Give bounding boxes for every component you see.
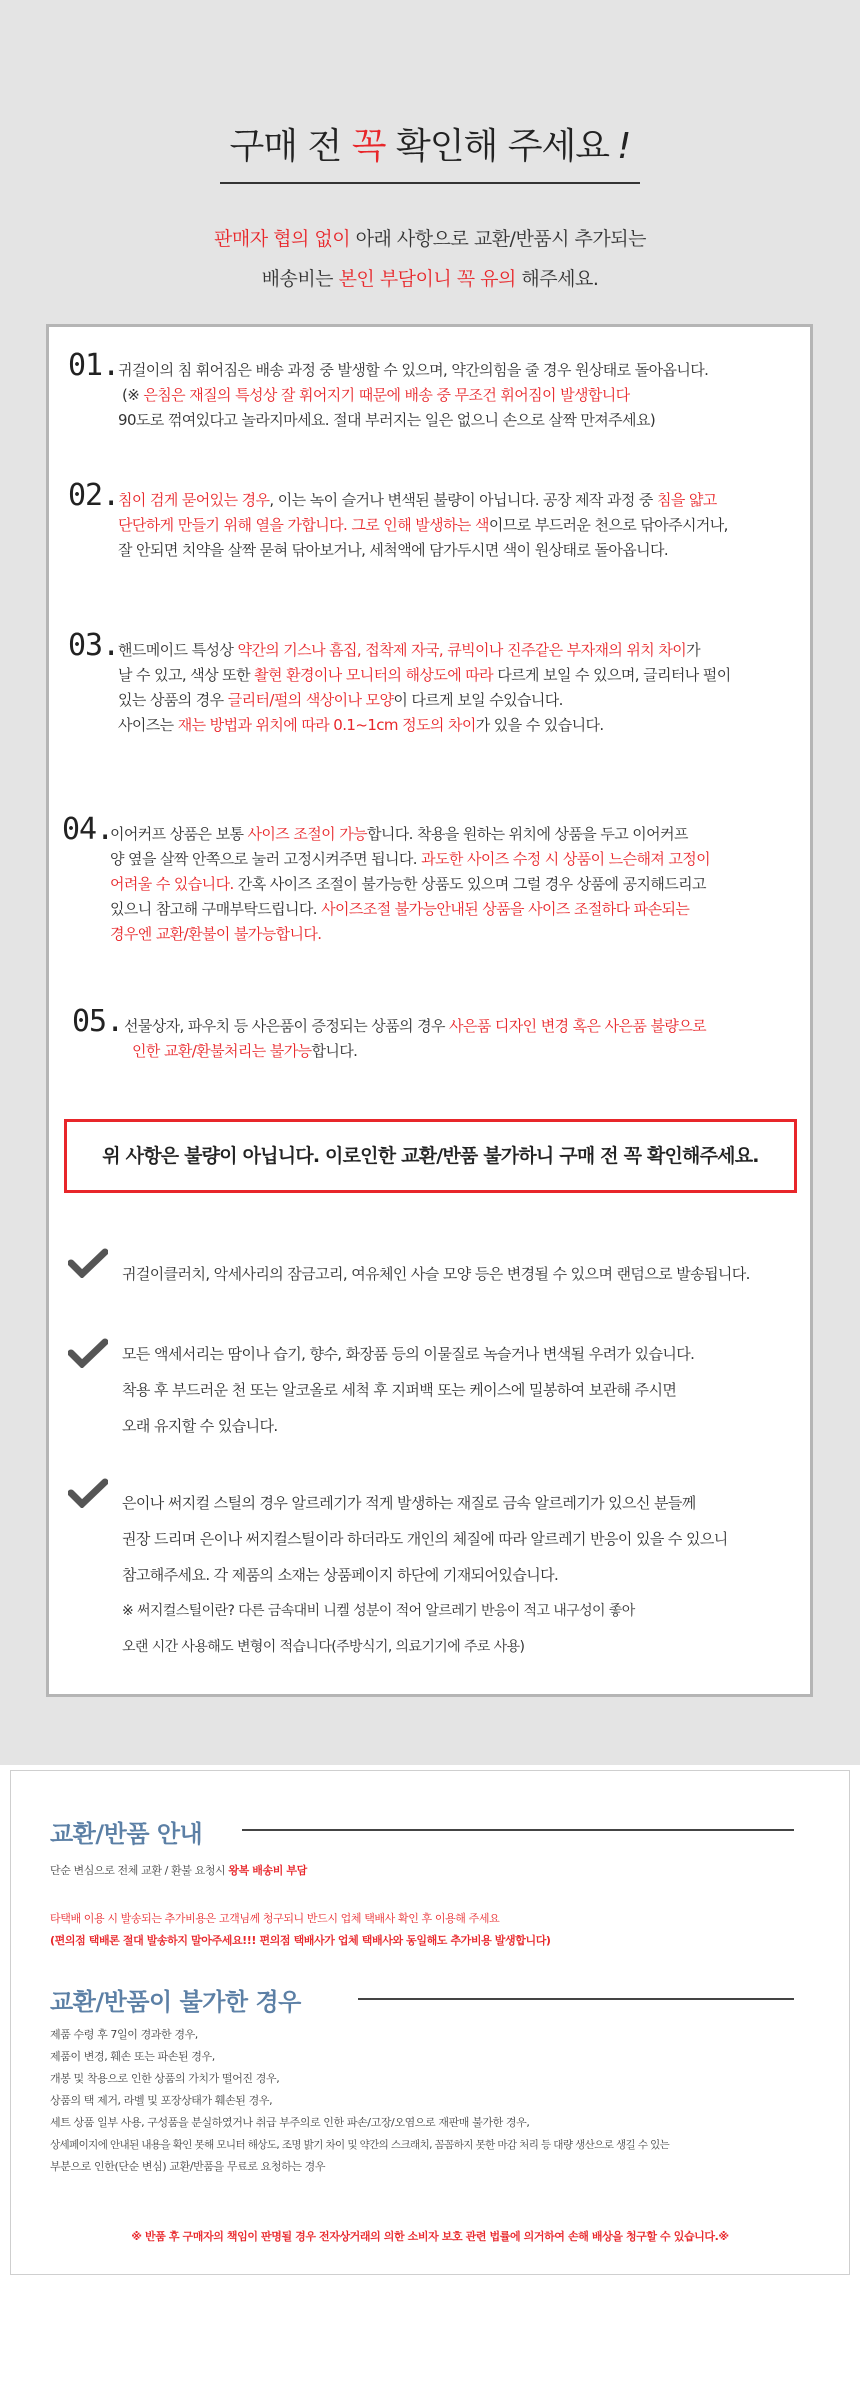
item-number-01: 01.: [68, 348, 120, 383]
item-01-line-3: 90도로 꺾여있다고 놀라지마세요. 절대 부러지는 일은 없으니 손으로 살짝 만져주세요): [118, 411, 656, 429]
item-03-l2-red: 촬현 환경이나 모니터의 해상도에 따라: [254, 666, 494, 684]
item-03-l3-red: 글리터/펄의 색상이나 모양: [227, 691, 394, 709]
check-item-1: 귀걸이클러치, 악세사리의 잠금고리, 여유체인 사슬 모양 등은 변경될 수 있으며 랜덤으로 발송됩니다.: [122, 1265, 750, 1283]
item-05-line-1: [124, 1014, 706, 1039]
no-exchange-row: 부분으로 인한(단순 변심) 교환/반품을 무료로 요청하는 경우: [50, 2160, 326, 2173]
page-title: [0, 118, 860, 169]
item-04-line-1: [110, 822, 710, 847]
item-03-l1-red: 약간의 기스나 흠집, 접착제 자국, 큐빅이나 진주같은 부자재의 위치 차이: [237, 641, 687, 659]
check-item-3-line-4: ※ 써지컬스틸이란? 다른 금속대비 니켈 성분이 적어 알르레기 반응이 적고 내구성이 좋아: [122, 1603, 635, 1619]
item-04: [110, 822, 710, 947]
item-04-l5-red: 경우엔 교환/환불이 불가능합니다.: [110, 925, 322, 943]
no-exchange-row: 상세페이지에 안내된 내용을 확인 못해 모니터 해상도, 조명 밝기 차이 및 약간의 스크래치, 꼼꼼하지 못한 마감 처리 등 대량 생산으로 생길 수 있는: [50, 2139, 670, 2151]
item-03-l4-tail: 가 있을 수 있습니다.: [475, 716, 604, 734]
intro-line-2: [0, 264, 860, 291]
title-part2: 확인해 주세요: [385, 126, 610, 167]
item-04-line-3: [110, 872, 710, 897]
item-03-l3-text: 있는 상품의 경우: [118, 691, 228, 709]
intro-text-2a: 배송비는: [261, 268, 339, 290]
item-05-l2-red: 인한 교환/환불처리는 불가능: [132, 1042, 312, 1060]
item-01: [118, 358, 708, 433]
item-02-l1-red2: 침을 얇고: [656, 491, 717, 509]
item-02-l1-red: 침이 검게 묻어있는 경우: [118, 491, 270, 509]
exchange-red-2: (편의점 택배론 절대 발송하지 말아주세요!!! 편의점 택배사가 업체 택배사와 동일해도 추가비용 발생합니다): [50, 1934, 551, 1947]
no-exchange-title: 교환/반품이 불가한 경우: [50, 1988, 301, 2016]
intro-text-1: 아래 사항으로 교환/반품시 추가되는: [350, 228, 646, 250]
exchange-title: 교환/반품 안내: [50, 1820, 203, 1848]
item-04-l2-text: 양 옆을 살짝 안쪽으로 눌러 고정시켜주면 됩니다.: [110, 850, 422, 868]
title-underline: [220, 182, 640, 184]
exchange-line-1-text: 단순 변심으로 전체 교환 / 환불 요청시: [50, 1864, 229, 1877]
item-03-l2-text: 날 수 있고, 색상 또한: [118, 666, 255, 684]
liability-footer: ※ 반품 후 구매자의 책임이 판명될 경우 전자상거래의 의한 소비자 보호 관련 법률에 의거하여 손해 배상을 청구할 수 있습니다.※: [131, 2230, 729, 2243]
item-04-l1-tail: 합니다. 착용을 원하는 위치에 상품을 두고 이어커프: [366, 825, 688, 843]
no-exchange-row: 제품 수령 후 7일이 경과한 경우,: [50, 2028, 198, 2041]
item-03-l4-red: 재는 방법과 위치에 따라 0.1~1cm 정도의 차이: [177, 716, 476, 734]
item-number-05: 05.: [72, 1004, 124, 1039]
item-01-l2-red: 은침은 재질의 특성상 잘 휘어지기 때문에 배송 중 무조건 휘어짐이 발생합니다: [143, 386, 630, 404]
item-01-l2-prefix: (※: [122, 386, 144, 404]
exchange-line-1: [50, 1860, 307, 1882]
item-03-l2-tail: 다르게 보일 수 있으며, 글리터나 펄이: [493, 666, 731, 684]
item-03-l1-text: 핸드메이드 특성상: [118, 641, 238, 659]
intro-line-1: [0, 224, 860, 251]
item-03: [118, 638, 731, 738]
check-item-2: [122, 1336, 694, 1444]
item-02-line-1: [118, 488, 728, 513]
item-number-04: 04.: [62, 812, 114, 847]
item-04-l1-text: 이어커프 상품은 보통: [110, 825, 248, 843]
item-03-line-3: [118, 688, 731, 713]
item-02-l1-text: , 이는 녹이 슬거나 변색된 불량이 아닙니다. 공장 제작 과정 중: [269, 491, 657, 509]
item-03-l4-text: 사이즈는: [118, 716, 178, 734]
item-04-l4-text: 있으니 참고해 구매부탁드립니다.: [110, 900, 322, 918]
intro-text-2b: 해주세요.: [515, 268, 599, 290]
item-04-l3-text: 간혹 사이즈 조절이 불가능한 상품도 있으며 그럴 경우 상품에 공지해드리고: [233, 875, 706, 893]
item-01-line-2: [118, 383, 708, 408]
exchange-title-line: [242, 1829, 794, 1831]
item-03-line-1: [118, 638, 731, 663]
check-item-2-line-1: 모든 액세서리는 땀이나 습기, 향수, 화장품 등의 이물질로 녹슬거나 변색될 우려가 있습니다.: [122, 1345, 695, 1363]
title-part1: 구매 전: [229, 126, 352, 167]
check-item-3-line-1: 은이나 써지컬 스틸의 경우 알르레기가 적게 발생하는 재질로 금속 알르레기가 있으신 분들께: [122, 1494, 696, 1512]
item-04-l3-red: 어려울 수 있습니다.: [110, 875, 234, 893]
item-05-l1-text: 선물상자, 파우치 등 사은품이 증정되는 상품의 경우: [124, 1017, 450, 1035]
item-04-l4-red: 사이즈조절 불가능안내된 상품을 사이즈 조절하다 파손되는: [321, 900, 690, 918]
check-item-3-line-3: 참고해주세요. 각 제품의 소재는 상품페이지 하단에 기재되어있습니다.: [122, 1566, 559, 1584]
check-item-2-line-2: 착용 후 부드러운 천 또는 알코올로 세척 후 지퍼백 또는 케이스에 밀봉하여 보관해 주시면: [122, 1381, 677, 1399]
checkmark-icon: [68, 1338, 108, 1368]
exchange-red-1: 타택배 이용 시 발송되는 추가비용은 고객님께 청구되니 반드시 업체 택배사 확인 후 이용해 주세요: [50, 1912, 500, 1925]
checkmark-icon: [68, 1248, 108, 1278]
item-05-l1-red: 사은품 디자인 변경 혹은 사은품 불량으로: [449, 1017, 707, 1035]
warning-banner: 위 사항은 불량이 아닙니다. 이로인한 교환/반품 불가하니 구매 전 꼭 확인해주세요.: [64, 1119, 797, 1193]
item-02-line-2: [118, 513, 728, 538]
title-emphasis: 꼭: [351, 126, 386, 167]
item-05: [124, 1014, 706, 1064]
no-exchange-list: [50, 2024, 840, 2178]
checkmark-icon: [68, 1478, 108, 1508]
check-item-3: [122, 1485, 728, 1665]
title-exclaim: !: [617, 126, 631, 167]
item-number-03: 03.: [68, 628, 120, 663]
item-02: [118, 488, 728, 563]
item-04-line-4: [110, 897, 710, 922]
check-item-3-line-5: 오랜 시간 사용해도 변형이 적습니다(주방식기, 의료기기에 주로 사용): [122, 1639, 525, 1655]
intro-red-1: 판매자 협의 없이: [214, 228, 351, 250]
no-exchange-row: 세트 상품 일부 사용, 구성품을 분실하였거나 취급 부주의로 인한 파손/고장/오염으로 재판매 불가한 경우,: [50, 2116, 530, 2129]
item-03-l1-tail: 가: [686, 641, 701, 659]
item-02-line-3: 잘 안되면 치약을 살짝 묻혀 닦아보거나, 세척액에 담가두시면 색이 원상태로 돌아옵니다.: [118, 541, 669, 559]
item-05-line-2: [124, 1039, 706, 1064]
item-02-l2-text: 이므로 부드러운 천으로 닦아주시거나,: [488, 516, 728, 534]
item-01-line-1: 귀걸이의 침 휘어짐은 배송 과정 중 발생할 수 있으며, 약간의힘을 줄 경우 원상태로 돌아옵니다.: [118, 361, 709, 379]
item-03-line-4: [118, 713, 731, 738]
no-exchange-title-line: [358, 1998, 794, 2000]
no-exchange-row: 상품의 택 제거, 라벨 및 포장상태가 훼손된 경우,: [50, 2094, 273, 2107]
check-item-3-line-2: 권장 드리며 은이나 써지컬스틸이라 하더라도 개인의 체질에 따라 알르레기 반응이 있을 수 있으니: [122, 1530, 728, 1548]
item-04-line-5: [110, 922, 710, 947]
item-04-l2-red: 과도한 사이즈 수정 시 상품이 느슨해져 고정이: [421, 850, 711, 868]
item-04-l1-red: 사이즈 조절이 가능: [247, 825, 367, 843]
item-03-l3-tail: 이 다르게 보일 수있습니다.: [393, 691, 563, 709]
item-03-line-2: [118, 663, 731, 688]
item-05-l2-text: 합니다.: [311, 1042, 358, 1060]
item-02-l2-red: 단단하게 만들기 위해 열을 가합니다. 그로 인해 발생하는 색: [118, 516, 489, 534]
item-number-02: 02.: [68, 478, 120, 513]
item-04-line-2: [110, 847, 710, 872]
intro-red-2: 본인 부담이니 꼭 유의: [338, 268, 516, 290]
no-exchange-row: 제품이 변경, 훼손 또는 파손된 경우,: [50, 2050, 215, 2063]
exchange-line-1-red: 왕복 배송비 부담: [228, 1864, 307, 1877]
no-exchange-row: 개봉 및 착용으로 인한 상품의 가치가 떨어진 경우,: [50, 2072, 280, 2085]
check-item-2-line-3: 오래 유지할 수 있습니다.: [122, 1417, 278, 1435]
